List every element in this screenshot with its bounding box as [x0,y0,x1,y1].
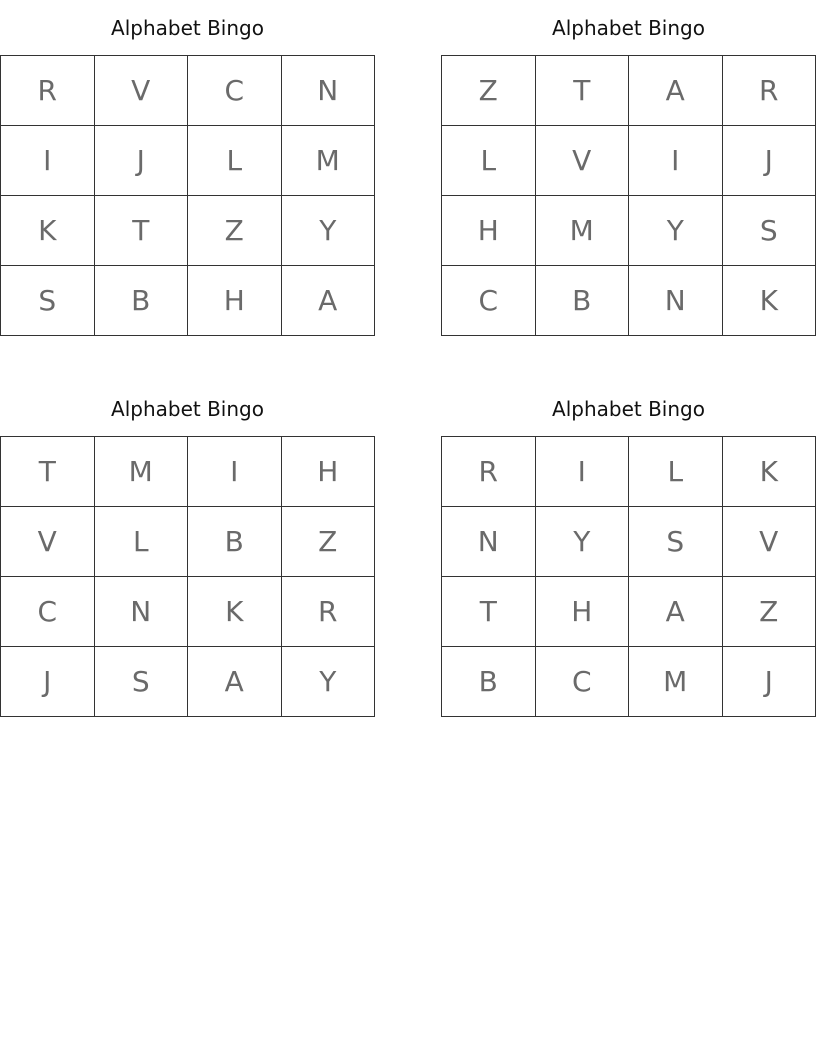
grid-cell: T [442,577,536,647]
grid-cell: N [442,507,536,577]
grid-cell: N [281,56,375,126]
grid-cell: B [535,266,629,336]
grid-cell: I [629,126,723,196]
grid-cell: M [281,126,375,196]
grid-cell: A [281,266,375,336]
grid-cell: M [94,437,188,507]
grid-cell: S [1,266,95,336]
grid-cell: T [1,437,95,507]
grid-cell: M [629,647,723,717]
grid-cell: Y [281,647,375,717]
grid-row [1,56,375,126]
grid-row [1,437,375,507]
card-title-text: Alphabet Bingo [111,397,264,421]
grid-cell: H [281,437,375,507]
grid-row [442,507,816,577]
bingo-grid [441,55,816,336]
card-title-text: Alphabet Bingo [111,16,264,40]
grid-cell: V [722,507,816,577]
grid-cell: C [1,577,95,647]
grid-cell: S [629,507,723,577]
grid-cell: J [1,647,95,717]
grid-cell: L [188,126,282,196]
grid-cell: A [629,577,723,647]
bingo-card-3 [0,381,375,717]
grid-cell: I [535,437,629,507]
grid-cell: T [535,56,629,126]
card-title [0,381,375,436]
card-title-text: Alphabet Bingo [552,16,705,40]
grid-cell: L [94,507,188,577]
grid-cell: N [94,577,188,647]
grid-cell: Z [442,56,536,126]
grid-cell: Y [281,196,375,266]
grid-cell: S [722,196,816,266]
grid-cell: H [442,196,536,266]
grid-cell: J [94,126,188,196]
grid-cell: C [442,266,536,336]
grid-cell: B [442,647,536,717]
grid-cell: K [722,266,816,336]
grid-cell: C [188,56,282,126]
grid-row [442,126,816,196]
grid-cell: Y [629,196,723,266]
grid-cell: K [722,437,816,507]
grid-cell: A [629,56,723,126]
grid-cell: R [1,56,95,126]
grid-cell: A [188,647,282,717]
grid-row [1,266,375,336]
grid-cell: R [722,56,816,126]
grid-cell: L [629,437,723,507]
grid-cell: Z [722,577,816,647]
grid-row [1,126,375,196]
card-title [441,381,816,436]
grid-row [442,56,816,126]
grid-cell: K [1,196,95,266]
bingo-card-1 [0,0,375,336]
grid-cell: L [442,126,536,196]
grid-cell: I [188,437,282,507]
card-title-text: Alphabet Bingo [552,397,705,421]
grid-cell: K [188,577,282,647]
grid-row [442,647,816,717]
grid-row [1,577,375,647]
grid-row [442,437,816,507]
grid-cell: Y [535,507,629,577]
grid-cell: B [188,507,282,577]
grid-row [1,196,375,266]
grid-cell: J [722,647,816,717]
grid-cell: Z [281,507,375,577]
grid-cell: S [94,647,188,717]
grid-row [1,647,375,717]
grid-cell: R [281,577,375,647]
grid-cell: Z [188,196,282,266]
bingo-grid [0,436,375,717]
grid-cell: T [94,196,188,266]
grid-cell: R [442,437,536,507]
bingo-card-4 [441,381,816,717]
card-title [441,0,816,55]
grid-row [1,507,375,577]
grid-cell: B [94,266,188,336]
grid-row [442,266,816,336]
grid-cell: C [535,647,629,717]
grid-cell: H [535,577,629,647]
bingo-grid [0,55,375,336]
grid-row [442,196,816,266]
grid-cell: N [629,266,723,336]
grid-row [442,577,816,647]
card-title [0,0,375,55]
grid-cell: I [1,126,95,196]
bingo-card-2 [441,0,816,336]
grid-cell: H [188,266,282,336]
grid-cell: V [1,507,95,577]
grid-cell: M [535,196,629,266]
bingo-grid [441,436,816,717]
grid-cell: V [535,126,629,196]
grid-cell: V [94,56,188,126]
grid-cell: J [722,126,816,196]
